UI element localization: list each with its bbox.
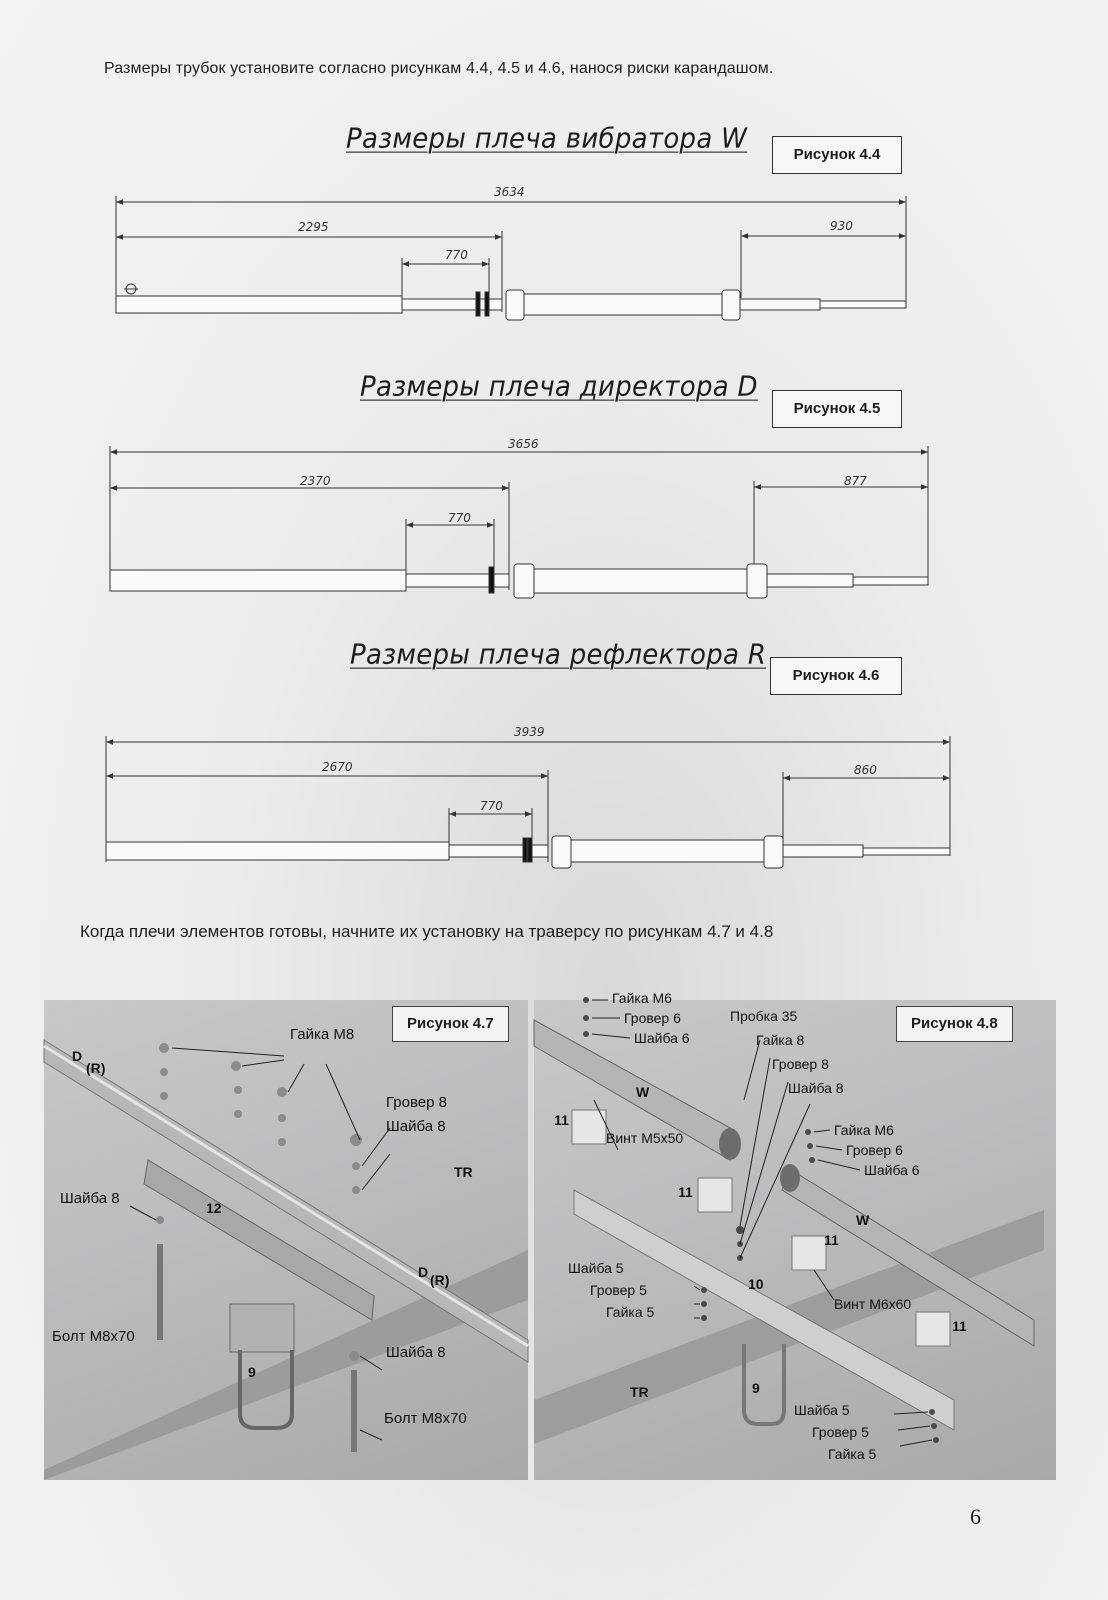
drawing-4-5 <box>110 446 928 598</box>
label-shayba-8-top: Шайба 8 <box>386 1118 446 1135</box>
label-part-9: 9 <box>248 1364 256 1380</box>
label-shayba-6-a: Шайба 6 <box>634 1030 690 1046</box>
figure-4-4-title: Размеры плеча вибратора W <box>346 123 748 155</box>
tube-end-cap <box>719 1128 741 1160</box>
label-d-top: D <box>72 1048 83 1064</box>
figure-4-4-label: Рисунок 4.4 <box>772 136 902 174</box>
label-vint-m5x50: Винт М5х50 <box>606 1130 684 1146</box>
dim-mid-4-6: 770 <box>480 799 503 813</box>
label-part-11-c: 11 <box>824 1232 839 1248</box>
dim-left-4-5: 2370 <box>300 474 331 488</box>
traverse-beam <box>44 1250 528 1480</box>
figure-4-6-title: Размеры плеча рефлектора R <box>350 639 767 671</box>
label-shayba-8: Шайба 8 <box>788 1080 844 1096</box>
intro-text: Размеры трубок установите согласно рисункам 4.4, 4.5 и 4.6, нанося риски карандашом. <box>104 60 774 77</box>
dim-right-4-6: 860 <box>854 763 877 777</box>
label-part-12: 12 <box>206 1200 222 1216</box>
holder-11d <box>916 1312 950 1346</box>
dim-left-4-6: 2670 <box>322 760 353 774</box>
dim-left-4-4: 2295 <box>298 220 329 234</box>
label-gayka-m8: Гайка М8 <box>290 1026 355 1043</box>
figure-4-8-label: Рисунок 4.8 <box>896 1006 1013 1042</box>
label-tr: TR <box>630 1384 649 1400</box>
label-w-1: W <box>636 1084 650 1100</box>
dim-right-4-5: 877 <box>844 474 867 488</box>
figure-4-6-label: Рисунок 4.6 <box>770 657 902 695</box>
dim-total-4-5: 3656 <box>508 437 539 451</box>
label-gayka-m6-b: Гайка М6 <box>834 1122 894 1138</box>
label-tr: TR <box>454 1164 473 1180</box>
dim-total-4-4: 3634 <box>494 185 525 199</box>
label-shayba-6-b: Шайба 6 <box>864 1162 920 1178</box>
label-shayba-8-left: Шайба 8 <box>60 1190 120 1207</box>
label-grover-6-b: Гровер 6 <box>846 1142 903 1158</box>
tube-end-cap-2 <box>780 1164 800 1192</box>
label-probka-35: Пробка 35 <box>730 1008 798 1024</box>
label-part-11-a: 11 <box>554 1112 569 1128</box>
holder-11b <box>698 1178 732 1212</box>
label-shayba-5-b: Шайба 5 <box>794 1402 850 1418</box>
label-r-top: (R) <box>86 1060 106 1076</box>
label-grover-5-a: Гровер 5 <box>590 1282 647 1298</box>
figure-4-7-panel <box>44 1000 528 1480</box>
label-part-9: 9 <box>752 1380 760 1396</box>
dim-mid-4-4: 770 <box>445 248 468 262</box>
drawing-4-4 <box>116 196 906 320</box>
figure-4-8-panel <box>534 990 1056 1480</box>
label-part-11-d: 11 <box>952 1318 967 1334</box>
figure-4-7-label: Рисунок 4.7 <box>392 1006 509 1042</box>
label-w-2: W <box>856 1212 870 1228</box>
outro-text: Когда плечи элементов готовы, начните их установку на траверсу по рисункам 4.7 и 4.8 <box>80 922 774 941</box>
label-gayka-m6-a: Гайка М6 <box>612 990 672 1006</box>
label-gayka-5-b: Гайка 5 <box>828 1446 877 1462</box>
figure-4-5-title: Размеры плеча директора D <box>360 371 758 403</box>
label-vint-m6x60: Винт М6х60 <box>834 1296 912 1312</box>
label-part-11-b: 11 <box>678 1184 693 1200</box>
label-grover-8: Гровер 8 <box>386 1094 447 1111</box>
figure-4-5-label: Рисунок 4.5 <box>772 390 902 428</box>
label-bolt-m8x70-left: Болт М8х70 <box>52 1328 135 1345</box>
bracket-block <box>230 1304 294 1352</box>
holder-11c <box>792 1236 826 1270</box>
label-grover-6-a: Гровер 6 <box>624 1010 681 1026</box>
label-bolt-m8x70-bottom: Болт М8х70 <box>384 1410 467 1427</box>
drawing-4-6 <box>106 736 950 868</box>
dim-right-4-4: 930 <box>830 219 853 233</box>
label-grover-8: Гровер 8 <box>772 1056 829 1072</box>
dim-mid-4-5: 770 <box>448 511 471 525</box>
page-number: 6 <box>970 1504 981 1529</box>
label-gayka-5-a: Гайка 5 <box>606 1304 655 1320</box>
label-part-10: 10 <box>748 1276 764 1292</box>
label-shayba-8-bottom: Шайба 8 <box>386 1344 446 1361</box>
label-r-bottom: (R) <box>430 1272 450 1288</box>
label-shayba-5-a: Шайба 5 <box>568 1260 624 1276</box>
dim-total-4-6: 3939 <box>514 725 545 739</box>
label-d-bottom: D <box>418 1264 429 1280</box>
figure-4-7-illustration <box>44 1000 528 1480</box>
label-gayka-8: Гайка 8 <box>756 1032 805 1048</box>
label-grover-5-b: Гровер 5 <box>812 1424 869 1440</box>
